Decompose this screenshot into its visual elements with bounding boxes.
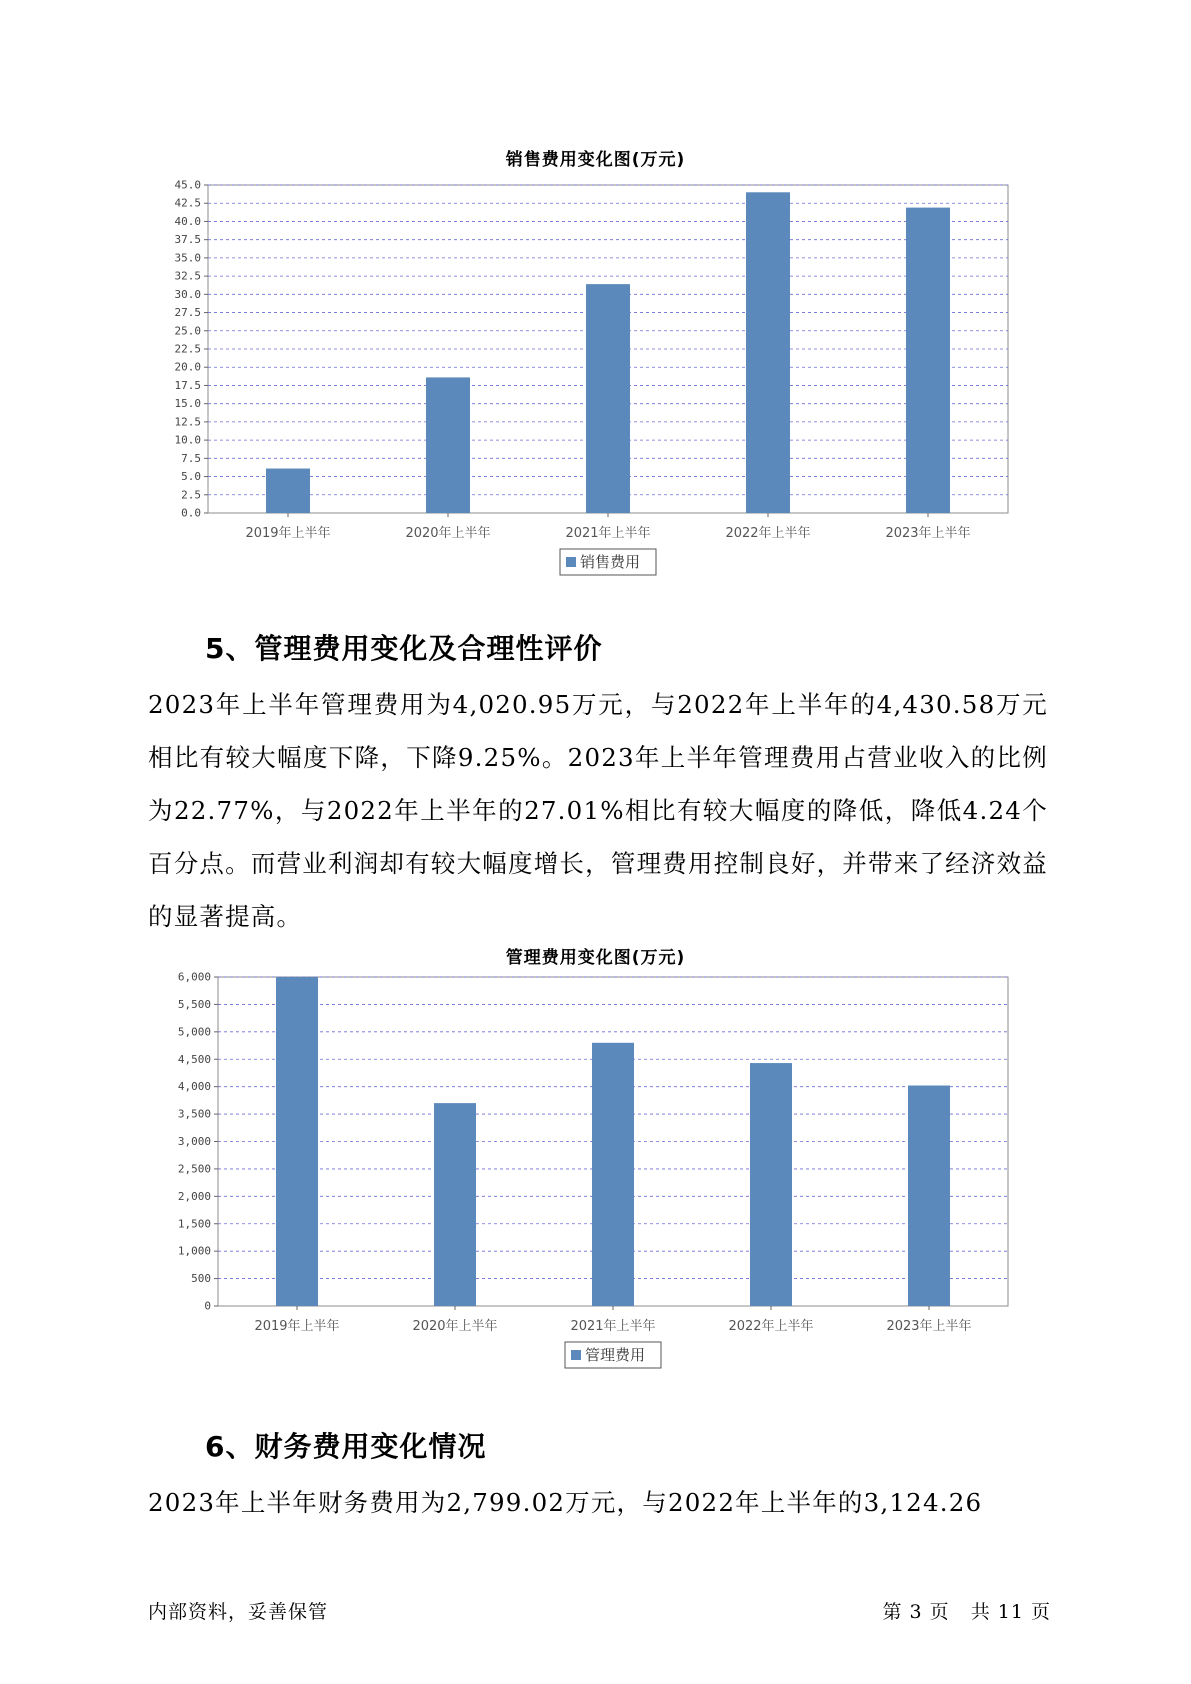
y-tick-label: 0.0: [181, 506, 201, 520]
x-tick-label: 2022年上半年: [728, 1319, 814, 1334]
bar-2019年上半年: [266, 469, 310, 513]
legend-label: 管理费用: [585, 1346, 646, 1364]
x-tick-label: 2021年上半年: [565, 526, 651, 541]
y-tick-label: 15.0: [174, 397, 201, 411]
x-tick-label: 2022年上半年: [725, 526, 811, 541]
y-tick-label: 37.5: [174, 233, 201, 247]
y-tick-label: 27.5: [174, 306, 201, 320]
chart2-title: 管理费用变化图(万元): [505, 948, 686, 968]
y-tick-label: 40.0: [174, 214, 201, 228]
x-tick-label: 2021年上半年: [570, 1319, 656, 1334]
footer-confidential-note: 内部资料，妥善保管: [148, 1601, 329, 1623]
y-tick-label: 5.0: [181, 470, 201, 484]
legend-swatch: [571, 1350, 581, 1360]
x-tick-label: 2020年上半年: [412, 1319, 498, 1334]
y-tick-label: 500: [191, 1272, 211, 1286]
bar-2019年上半年: [276, 977, 318, 1306]
y-tick-label: 20.0: [174, 360, 201, 374]
x-tick-label: 2019年上半年: [245, 526, 331, 541]
y-tick-label: 32.5: [174, 269, 201, 283]
y-tick-label: 6,000: [177, 970, 211, 984]
section6-heading: 6、财务费用变化情况: [205, 1430, 487, 1463]
bar-2022年上半年: [750, 1063, 792, 1306]
y-tick-label: 12.5: [174, 415, 201, 429]
section5-heading: 5、管理费用变化及合理性评价: [205, 632, 603, 665]
bar-2023年上半年: [908, 1086, 950, 1306]
y-tick-label: 17.5: [174, 378, 201, 392]
bar-2021年上半年: [586, 284, 630, 513]
y-tick-label: 42.5: [174, 196, 201, 210]
y-tick-label: 45.0: [174, 178, 201, 192]
y-tick-label: 1,000: [177, 1244, 211, 1258]
legend-label: 销售费用: [580, 553, 641, 571]
y-tick-label: 35.0: [174, 251, 201, 265]
chart1-title: 销售费用变化图(万元): [505, 150, 686, 170]
y-tick-label: 2,000: [177, 1189, 211, 1203]
bar-2020年上半年: [426, 377, 470, 513]
bar-2023年上半年: [906, 208, 950, 513]
sales-expense-chart: [0, 180, 1191, 600]
y-tick-label: 5,000: [177, 1025, 211, 1039]
y-tick-label: 0: [204, 1299, 211, 1313]
y-tick-label: 22.5: [174, 342, 201, 356]
legend-swatch: [566, 557, 576, 567]
x-tick-label: 2019年上半年: [254, 1319, 340, 1334]
bar-2021年上半年: [592, 1043, 634, 1306]
x-tick-label: 2020年上半年: [405, 526, 491, 541]
y-tick-label: 1,500: [177, 1217, 211, 1231]
y-tick-label: 3,000: [177, 1135, 211, 1148]
y-tick-label: 4,500: [177, 1052, 211, 1066]
y-tick-label: 4,000: [177, 1080, 211, 1094]
footer-page-number: 第 3 页 共 11 页: [882, 1601, 1051, 1623]
y-tick-label: 3,500: [177, 1107, 211, 1121]
y-tick-label: 7.5: [181, 451, 201, 465]
y-tick-label: 5,500: [177, 997, 211, 1011]
admin-expense-chart: [0, 970, 1191, 1405]
y-tick-label: 30.0: [174, 287, 201, 301]
y-tick-label: 10.0: [174, 433, 201, 447]
x-tick-label: 2023年上半年: [886, 1319, 972, 1334]
section5-paragraph: 2023年上半年管理费用为4,020.95万元，与2022年上半年的4,430.58万元相比有较大幅度下降，下降9.25%。2023年上半年管理费用占营业收入的比例为22.77%，与2022年上半年的27.01%相比有较大幅度的降低，降低4.24个百分点。而营业利润却有较大幅度增长，管理费用控制良好，并带来了经济效益的显著提高。: [148, 690, 1048, 931]
section6-paragraph: 2023年上半年财务费用为2,799.02万元，与2022年上半年的3,124.26: [148, 1488, 983, 1517]
y-tick-label: 2.5: [181, 488, 201, 502]
x-tick-label: 2023年上半年: [885, 526, 971, 541]
bar-2020年上半年: [434, 1103, 476, 1306]
bar-2022年上半年: [746, 192, 790, 513]
y-tick-label: 2,500: [177, 1162, 211, 1176]
y-tick-label: 25.0: [174, 324, 201, 338]
